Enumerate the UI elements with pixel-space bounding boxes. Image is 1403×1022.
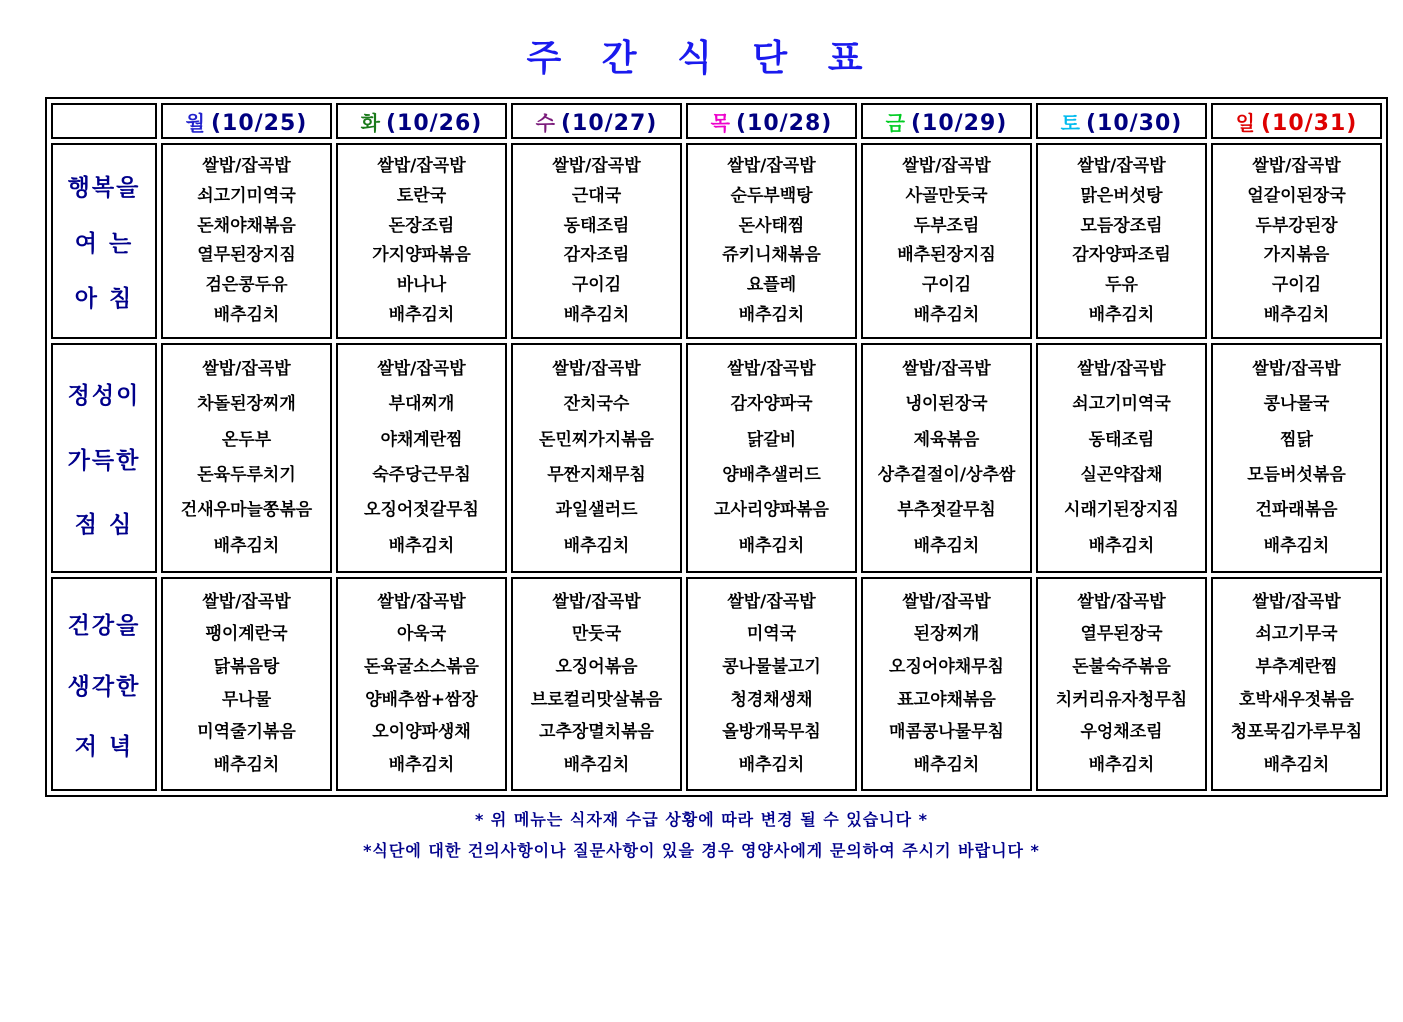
menu-item: 오징어볶음 [555, 657, 638, 678]
day-header-3 [511, 103, 682, 139]
menu-item: 배추김치 [1263, 755, 1330, 776]
menu-item: 표고야채볶음 [897, 689, 996, 710]
menu-items [1214, 580, 1379, 788]
day-glyph: 화 [360, 110, 380, 135]
dinner-day-3-cell [511, 577, 682, 791]
menu-item: 숙주당근무침 [372, 465, 471, 486]
day-glyph: 목 [710, 110, 730, 135]
menu-item: 무짠지채무침 [547, 465, 646, 486]
menu-item: 쌀밥/잡곡밥 [377, 359, 466, 380]
menu-item: 쌀밥/잡곡밥 [1252, 359, 1341, 380]
menu-item: 열무된장국 [1080, 624, 1163, 645]
menu-item: 배추김치 [913, 304, 980, 325]
label-line: 생각한 [67, 673, 141, 700]
day-header-5 [861, 103, 1032, 139]
menu-item: 쥬키니채볶음 [722, 245, 821, 266]
menu-item: 감자양파국 [730, 394, 813, 415]
day-date: (10/27) [560, 110, 658, 136]
menu-item: 근대국 [571, 185, 622, 206]
day-date: (10/29) [910, 110, 1008, 136]
day-glyph: 일 [1235, 110, 1255, 135]
menu-item: 쌀밥/잡곡밥 [1252, 591, 1341, 612]
lunch-day-7-cell [1211, 343, 1382, 573]
menu-item: 고추장멸치볶음 [539, 722, 654, 743]
menu-item: 돈불숙주볶음 [1072, 657, 1171, 678]
menu-item: 콩나물불고기 [722, 657, 821, 678]
menu-item: 팽이계란국 [205, 624, 288, 645]
day-glyph: 월 [185, 110, 205, 135]
menu-item: 닭볶음탕 [213, 657, 280, 678]
menu-items [864, 146, 1029, 336]
day-glyph: 토 [1060, 110, 1080, 135]
label-line: 가득한 [67, 447, 141, 474]
menu-items [514, 580, 679, 788]
menu-item: 브로컬리맛살볶음 [530, 689, 663, 710]
day-header-1 [161, 103, 332, 139]
lunch-day-6-cell [1036, 343, 1207, 573]
day-date: (10/26) [385, 110, 483, 136]
footer-note-2: *식단에 대한 건의사항이나 질문사항이 있을 경우 영양사에게 문의하여 주시기 바랍니다 * [363, 841, 1040, 860]
menu-item: 과일샐러드 [555, 500, 638, 521]
breakfast-day-5-cell [861, 143, 1032, 339]
menu-item: 배추김치 [1088, 755, 1155, 776]
menu-item: 쌀밥/잡곡밥 [1077, 359, 1166, 380]
menu-items [514, 146, 679, 336]
day-glyph: 수 [535, 110, 555, 135]
breakfast-day-4-cell [686, 143, 857, 339]
menu-items [689, 580, 854, 788]
day-glyph: 금 [885, 110, 905, 135]
menu-item: 배추김치 [1088, 304, 1155, 325]
menu-item: 차돌된장찌개 [197, 394, 296, 415]
menu-item: 쌀밥/잡곡밥 [552, 156, 641, 177]
label-line: 정성이 [67, 383, 141, 410]
lunch-day-5-cell [861, 343, 1032, 573]
menu-items [514, 346, 679, 570]
menu-item: 배추김치 [388, 755, 455, 776]
menu-item: 쌀밥/잡곡밥 [377, 156, 466, 177]
menu-item: 상추겉절이/상추쌈 [877, 465, 1016, 486]
menu-item: 양배추샐러드 [722, 465, 821, 486]
menu-items [864, 346, 1029, 570]
menu-body [51, 143, 1382, 791]
menu-item: 냉이된장국 [905, 394, 988, 415]
label-line: 건강을 [67, 613, 141, 640]
menu-item: 돈육굴소스볶음 [364, 657, 479, 678]
menu-item: 두부강된장 [1255, 215, 1338, 236]
menu-item: 닭갈비 [746, 429, 797, 450]
label-line: 점 심 [74, 511, 134, 538]
breakfast-day-3-cell [511, 143, 682, 339]
day-date: (10/28) [735, 110, 833, 136]
menu-item: 오징어젓갈무침 [364, 500, 479, 521]
footer-notes [0, 807, 1403, 861]
menu-item: 구이김 [921, 274, 972, 295]
menu-item: 배추김치 [738, 304, 805, 325]
menu-item: 쌀밥/잡곡밥 [202, 359, 291, 380]
menu-item: 쌀밥/잡곡밥 [1077, 156, 1166, 177]
menu-item: 쌀밥/잡곡밥 [377, 591, 466, 612]
menu-item: 오징어야채무침 [889, 657, 1004, 678]
day-header-7 [1211, 103, 1382, 139]
menu-item: 건파래볶음 [1255, 500, 1338, 521]
menu-item: 만둣국 [571, 624, 622, 645]
menu-items [1039, 146, 1204, 336]
menu-item: 배추김치 [738, 755, 805, 776]
menu-item: 배추김치 [563, 304, 630, 325]
meal-row-breakfast [51, 143, 1382, 339]
menu-item: 쌀밥/잡곡밥 [727, 591, 816, 612]
menu-item: 맑은버섯탕 [1080, 185, 1163, 206]
breakfast-day-7-cell [1211, 143, 1382, 339]
breakfast-label-lines [54, 146, 154, 336]
menu-item: 무나물 [221, 689, 272, 710]
menu-item: 구이김 [1271, 274, 1322, 295]
weekly-menu-table [45, 97, 1388, 797]
menu-item: 오이양파생채 [372, 722, 471, 743]
menu-item: 쌀밥/잡곡밥 [727, 156, 816, 177]
menu-item: 배추김치 [1263, 535, 1330, 556]
menu-item: 쌀밥/잡곡밥 [902, 156, 991, 177]
menu-item: 배추김치 [388, 535, 455, 556]
menu-item: 쌀밥/잡곡밥 [727, 359, 816, 380]
menu-items [339, 346, 504, 570]
menu-item: 순두부백탕 [730, 185, 813, 206]
menu-item: 실곤약잡채 [1080, 465, 1163, 486]
menu-items [1039, 580, 1204, 788]
menu-item: 돈민찌가지볶음 [539, 429, 654, 450]
menu-item: 쇠고기무국 [1255, 624, 1338, 645]
menu-items [1039, 346, 1204, 570]
menu-item: 배추김치 [213, 535, 280, 556]
menu-items [689, 346, 854, 570]
menu-items [164, 580, 329, 788]
footer-note-1: * 위 메뉴는 식자재 수급 상황에 따라 변경 될 수 있습니다 * [474, 810, 929, 829]
menu-item: 쌀밥/잡곡밥 [202, 156, 291, 177]
menu-item: 바나나 [396, 274, 447, 295]
breakfast-label [51, 143, 157, 339]
menu-item: 아욱국 [396, 624, 447, 645]
lunch-day-2-cell [336, 343, 507, 573]
menu-item: 쌀밥/잡곡밥 [1252, 156, 1341, 177]
menu-items [339, 146, 504, 336]
header-corner-cell [51, 103, 157, 139]
menu-items [164, 146, 329, 336]
menu-item: 청포묵김가루무침 [1230, 722, 1363, 743]
menu-item: 청경채생채 [730, 689, 813, 710]
lunch-day-4-cell [686, 343, 857, 573]
label-line: 여 는 [74, 230, 134, 257]
menu-item: 배추김치 [213, 304, 280, 325]
menu-item: 올방개묵무침 [722, 722, 821, 743]
lunch-day-3-cell [511, 343, 682, 573]
dinner-day-4-cell [686, 577, 857, 791]
dinner-day-6-cell [1036, 577, 1207, 791]
menu-items [1214, 146, 1379, 336]
menu-item: 가지양파볶음 [372, 245, 471, 266]
menu-items [864, 580, 1029, 788]
menu-item: 동태조림 [1088, 429, 1155, 450]
menu-item: 찜닭 [1280, 429, 1313, 450]
menu-item: 토란국 [396, 185, 447, 206]
menu-item: 요플레 [746, 274, 797, 295]
menu-item: 잔치국수 [563, 394, 630, 415]
menu-item: 쌀밥/잡곡밥 [902, 591, 991, 612]
day-date: (10/25) [210, 110, 308, 136]
menu-item: 열무된장지짐 [197, 245, 296, 266]
menu-item: 건새우마늘쫑볶음 [180, 500, 313, 521]
menu-item: 두부조림 [913, 215, 980, 236]
menu-item: 돈채야채볶음 [197, 215, 296, 236]
menu-item: 돈장조림 [388, 215, 455, 236]
menu-item: 야채계란찜 [380, 429, 463, 450]
menu-item: 배추김치 [913, 755, 980, 776]
menu-item: 얼갈이된장국 [1247, 185, 1346, 206]
dinner-label-lines [54, 580, 154, 788]
menu-item: 고사리양파볶음 [714, 500, 829, 521]
menu-item: 부추젓갈무침 [897, 500, 996, 521]
menu-item: 미역국 [746, 624, 797, 645]
menu-item: 배추김치 [1263, 304, 1330, 325]
menu-item: 배추김치 [388, 304, 455, 325]
menu-item: 온두부 [221, 429, 272, 450]
menu-item: 돈육두루치기 [197, 465, 296, 486]
label-line: 아 침 [74, 286, 134, 313]
menu-item: 가지볶음 [1263, 245, 1330, 266]
menu-item: 검은콩두유 [205, 274, 288, 295]
lunch-day-1-cell [161, 343, 332, 573]
menu-item: 쇠고기미역국 [197, 185, 296, 206]
menu-item: 배추김치 [1088, 535, 1155, 556]
menu-item: 배추김치 [563, 535, 630, 556]
dinner-day-2-cell [336, 577, 507, 791]
menu-item: 돈사태찜 [738, 215, 805, 236]
menu-item: 쌀밥/잡곡밥 [552, 591, 641, 612]
menu-item: 콩나물국 [1263, 394, 1330, 415]
menu-item: 배추김치 [213, 755, 280, 776]
menu-item: 두유 [1105, 274, 1138, 295]
lunch-label-lines [54, 346, 154, 570]
label-line: 행복을 [67, 174, 141, 201]
dinner-day-7-cell [1211, 577, 1382, 791]
menu-item: 감자조림 [563, 245, 630, 266]
menu-item: 동태조림 [563, 215, 630, 236]
meal-row-lunch [51, 343, 1382, 573]
menu-items [689, 146, 854, 336]
menu-item: 쌀밥/잡곡밥 [902, 359, 991, 380]
breakfast-day-2-cell [336, 143, 507, 339]
dinner-day-5-cell [861, 577, 1032, 791]
menu-item: 매콤콩나물무침 [889, 722, 1004, 743]
menu-item: 호박새우젓볶음 [1239, 689, 1354, 710]
meal-row-dinner [51, 577, 1382, 791]
menu-item: 미역줄기볶음 [197, 722, 296, 743]
menu-item: 배추된장지짐 [897, 245, 996, 266]
dinner-day-1-cell [161, 577, 332, 791]
day-header-4 [686, 103, 857, 139]
page-title: 주 간 식 단 표 [526, 38, 877, 79]
menu-items [1214, 346, 1379, 570]
menu-item: 우엉채조림 [1080, 722, 1163, 743]
menu-items [164, 346, 329, 570]
menu-item: 배추김치 [738, 535, 805, 556]
menu-item: 부대찌개 [388, 394, 455, 415]
day-header-6 [1036, 103, 1207, 139]
breakfast-day-6-cell [1036, 143, 1207, 339]
menu-item: 쌀밥/잡곡밥 [202, 591, 291, 612]
dinner-label [51, 577, 157, 791]
lunch-label [51, 343, 157, 573]
menu-item: 쌀밥/잡곡밥 [552, 359, 641, 380]
menu-item: 쌀밥/잡곡밥 [1077, 591, 1166, 612]
menu-item: 양배추쌈+쌈장 [365, 689, 478, 710]
menu-item: 배추김치 [913, 535, 980, 556]
label-line: 저 녁 [74, 733, 134, 760]
menu-item: 시래기된장지짐 [1064, 500, 1179, 521]
menu-item: 모듬버섯볶음 [1247, 465, 1346, 486]
menu-item: 모듬장조림 [1080, 215, 1163, 236]
day-date: (10/31) [1260, 110, 1358, 136]
menu-item: 감자양파조림 [1072, 245, 1171, 266]
menu-item: 구이김 [571, 274, 622, 295]
menu-item: 쇠고기미역국 [1072, 394, 1171, 415]
menu-item: 된장찌개 [913, 624, 980, 645]
day-date: (10/30) [1085, 110, 1183, 136]
menu-items [339, 580, 504, 788]
menu-item: 사골만둣국 [905, 185, 988, 206]
menu-item: 제육볶음 [913, 429, 980, 450]
header-row [51, 103, 1382, 139]
day-header-2 [336, 103, 507, 139]
breakfast-day-1-cell [161, 143, 332, 339]
menu-item: 치커리유자청무침 [1055, 689, 1188, 710]
menu-item: 부추계란찜 [1255, 657, 1338, 678]
menu-item: 배추김치 [563, 755, 630, 776]
